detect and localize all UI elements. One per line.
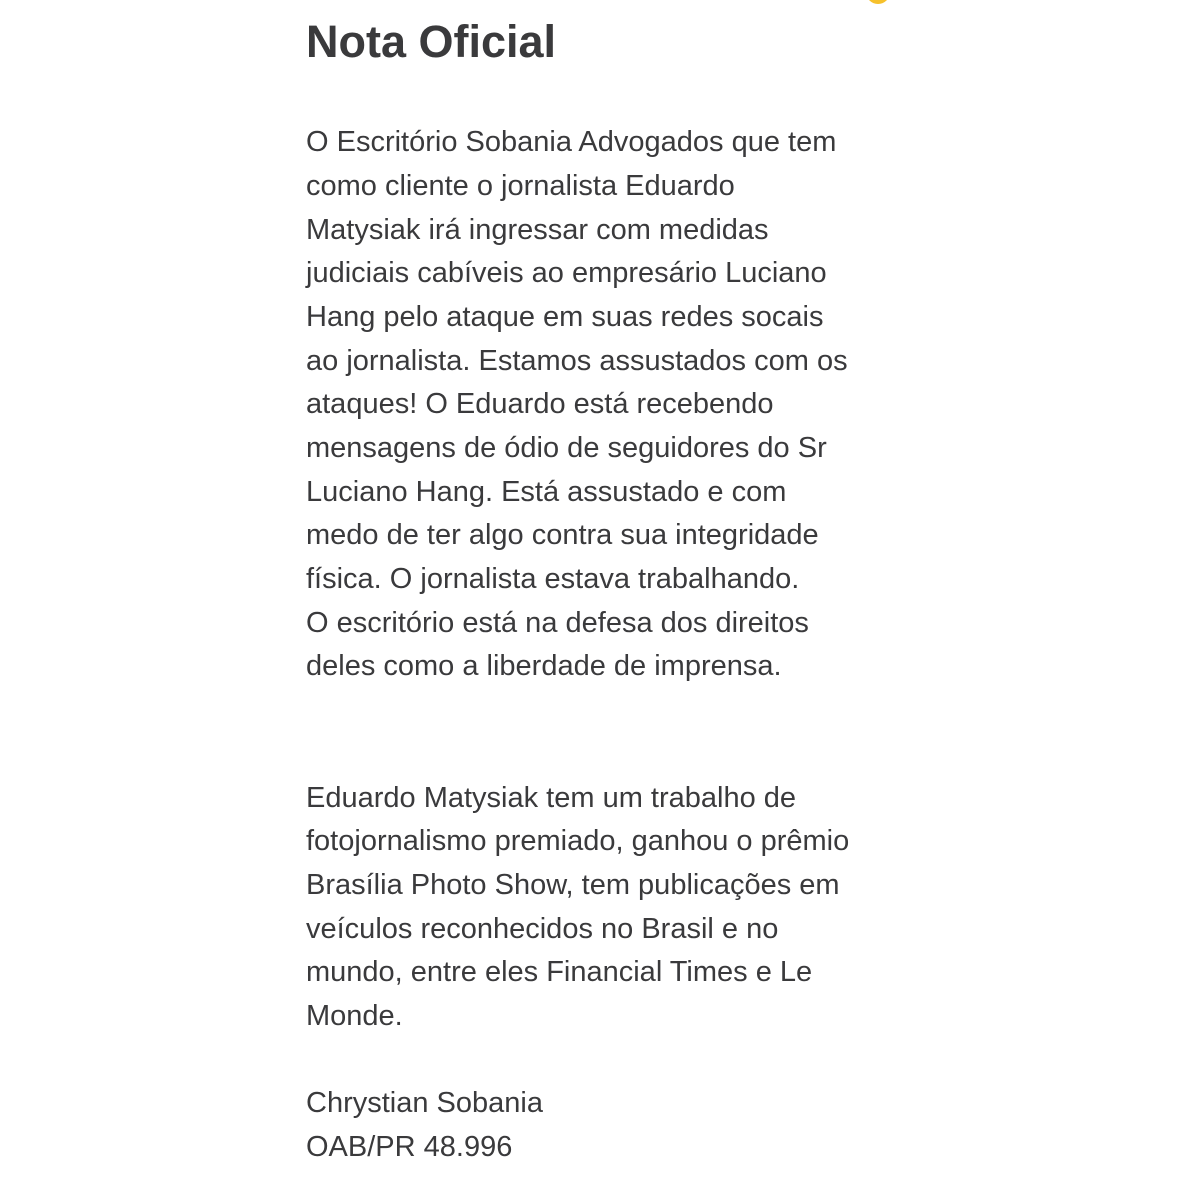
paragraph-1-line: como cliente o jornalista Eduardo bbox=[306, 170, 735, 202]
paragraph-1-line: judiciais cabíveis ao empresário Luciano bbox=[306, 257, 827, 289]
paragraph-2-line: Monde. bbox=[306, 1000, 403, 1032]
paragraph-1-line: ataques! O Eduardo está recebendo bbox=[306, 388, 774, 420]
paragraph-1-line: mensagens de ódio de seguidores do Sr bbox=[306, 432, 827, 464]
status-indicator-dot bbox=[866, 0, 890, 4]
paragraph-1-line: O escritório está na defesa dos direitos bbox=[306, 607, 809, 639]
paragraph-2-line: veículos reconhecidos no Brasil e no bbox=[306, 913, 779, 945]
paragraph-1-line: física. O jornalista estava trabalhando. bbox=[306, 563, 800, 595]
paragraph-2-line: Eduardo Matysiak tem um trabalho de bbox=[306, 782, 797, 814]
paragraph-1-line: Hang pelo ataque em suas redes socais bbox=[306, 301, 824, 333]
paragraph-1-line: Luciano Hang. Está assustado e com bbox=[306, 476, 787, 508]
paragraph-1-line: medo de ter algo contra sua integridade bbox=[306, 519, 819, 551]
paragraph-2-line: fotojornalismo premiado, ganhou o prêmio bbox=[306, 825, 850, 857]
paragraph-1-line: ao jornalista. Estamos assustados com os bbox=[306, 345, 848, 377]
paragraph-1-line: Matysiak irá ingressar com medidas bbox=[306, 214, 769, 246]
paragraph-1-line: deles como a liberdade de imprensa. bbox=[306, 650, 782, 682]
signature-registration: OAB/PR 48.996 bbox=[306, 1131, 513, 1163]
paragraph-2-line: Brasília Photo Show, tem publicações em bbox=[306, 869, 840, 901]
paragraph-2-line: mundo, entre eles Financial Times e Le bbox=[306, 956, 813, 988]
signature-name: Chrystian Sobania bbox=[306, 1087, 543, 1119]
note-title: Nota Oficial bbox=[306, 16, 557, 67]
paragraph-1-line: O Escritório Sobania Advogados que tem bbox=[306, 126, 837, 158]
